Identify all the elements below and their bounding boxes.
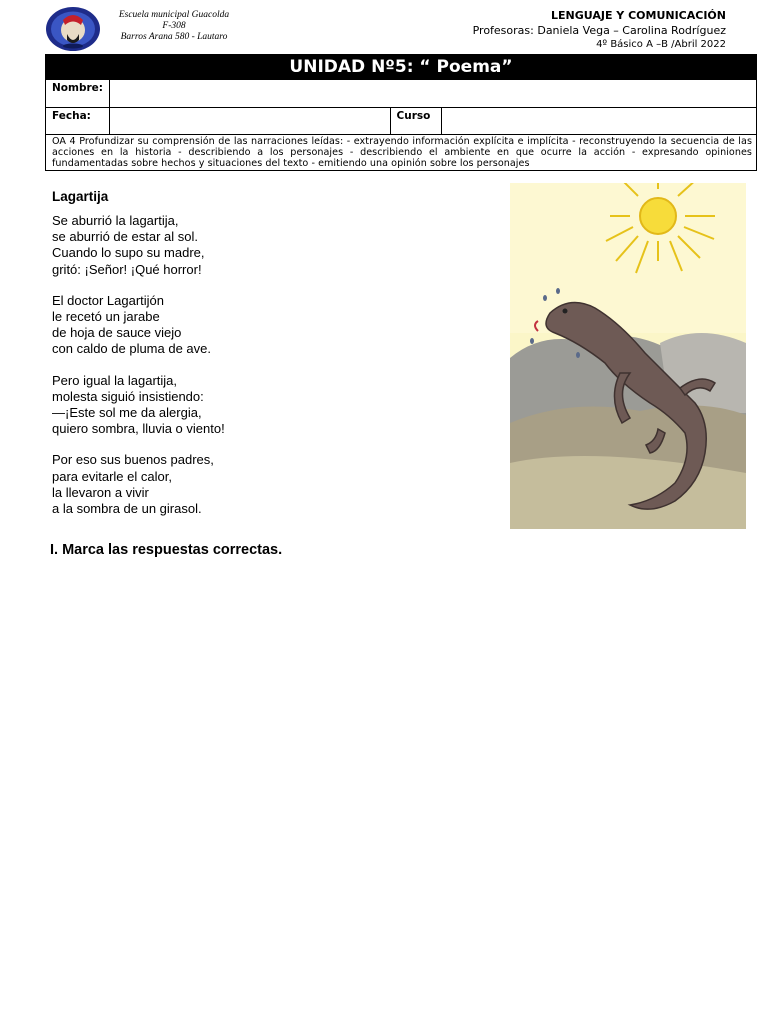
learning-objective: OA 4 Profundizar su comprensión de las narraciones leídas: - extrayendo información explícita e implícita - reconstruyendo la secuencia de las acciones en la historia - describiendo a los personajes - describiendo el ambiente en que ocurre la acción - expresando opiniones fundamentadas sobre hechos y situaciones del texto - emitiendo una opinión sobre los personajes bbox=[46, 135, 757, 171]
poem-line: quiero sombra, lluvia o viento! bbox=[52, 421, 225, 437]
teachers: Profesoras: Daniela Vega – Carolina Rodríguez bbox=[472, 24, 726, 37]
poem-line: la llevaron a vivir bbox=[52, 484, 149, 500]
student-form bbox=[45, 54, 757, 171]
school-logo bbox=[45, 6, 101, 52]
poem-line: para evitarle el calor, bbox=[52, 468, 172, 484]
poem-line: molesta siguió insistiendo: bbox=[52, 388, 204, 404]
name-label: Nombre: bbox=[46, 80, 110, 108]
subject-title: LENGUAJE Y COMUNICACIÓN bbox=[550, 9, 726, 22]
poem-title: Lagartija bbox=[52, 189, 109, 204]
poem-stanza bbox=[52, 293, 352, 358]
school-code: F-308 bbox=[162, 21, 186, 31]
poem-line: con caldo de pluma de ave. bbox=[52, 341, 211, 357]
poem-line: Cuando lo supo su madre, bbox=[52, 245, 205, 261]
name-field[interactable] bbox=[109, 80, 756, 108]
lizard-illustration bbox=[510, 183, 746, 529]
poem-line: se aburrió de estar al sol. bbox=[52, 229, 198, 245]
school-address: Barros Arana 580 - Lautaro bbox=[120, 32, 228, 42]
course-date: 4º Básico A –B /Abril 2022 bbox=[596, 39, 726, 50]
poem-line: El doctor Lagartijón bbox=[52, 292, 165, 308]
poem-stanza bbox=[52, 452, 352, 517]
course-field[interactable] bbox=[442, 108, 757, 135]
date-field[interactable] bbox=[109, 108, 390, 135]
poem bbox=[52, 189, 352, 532]
poem-stanza bbox=[52, 213, 352, 278]
poem-line: Por eso sus buenos padres, bbox=[52, 452, 214, 468]
poem-line: Se aburrió la lagartija, bbox=[52, 213, 179, 228]
school-info bbox=[104, 10, 244, 43]
instruction: I. Marca las respuestas correctas. bbox=[50, 542, 283, 558]
course-label: Curso bbox=[390, 108, 442, 135]
poem-line: —¡Este sol me da alergia, bbox=[52, 405, 202, 421]
poem-stanza bbox=[52, 373, 352, 438]
poem-line: de hoja de sauce viejo bbox=[52, 325, 182, 341]
poem-line: le recetó un jarabe bbox=[52, 309, 160, 325]
school-name: Escuela municipal Guacolda bbox=[118, 10, 230, 20]
poem-line: gritó: ¡Señor! ¡Qué horror! bbox=[52, 261, 202, 277]
unit-title: UNIDAD Nº5: “ Poema” bbox=[46, 55, 757, 80]
poem-line: Pero igual la lagartija, bbox=[52, 372, 178, 388]
subject-info bbox=[473, 9, 726, 52]
poem-line: a la sombra de un girasol. bbox=[52, 501, 202, 517]
date-label: Fecha: bbox=[46, 108, 110, 135]
